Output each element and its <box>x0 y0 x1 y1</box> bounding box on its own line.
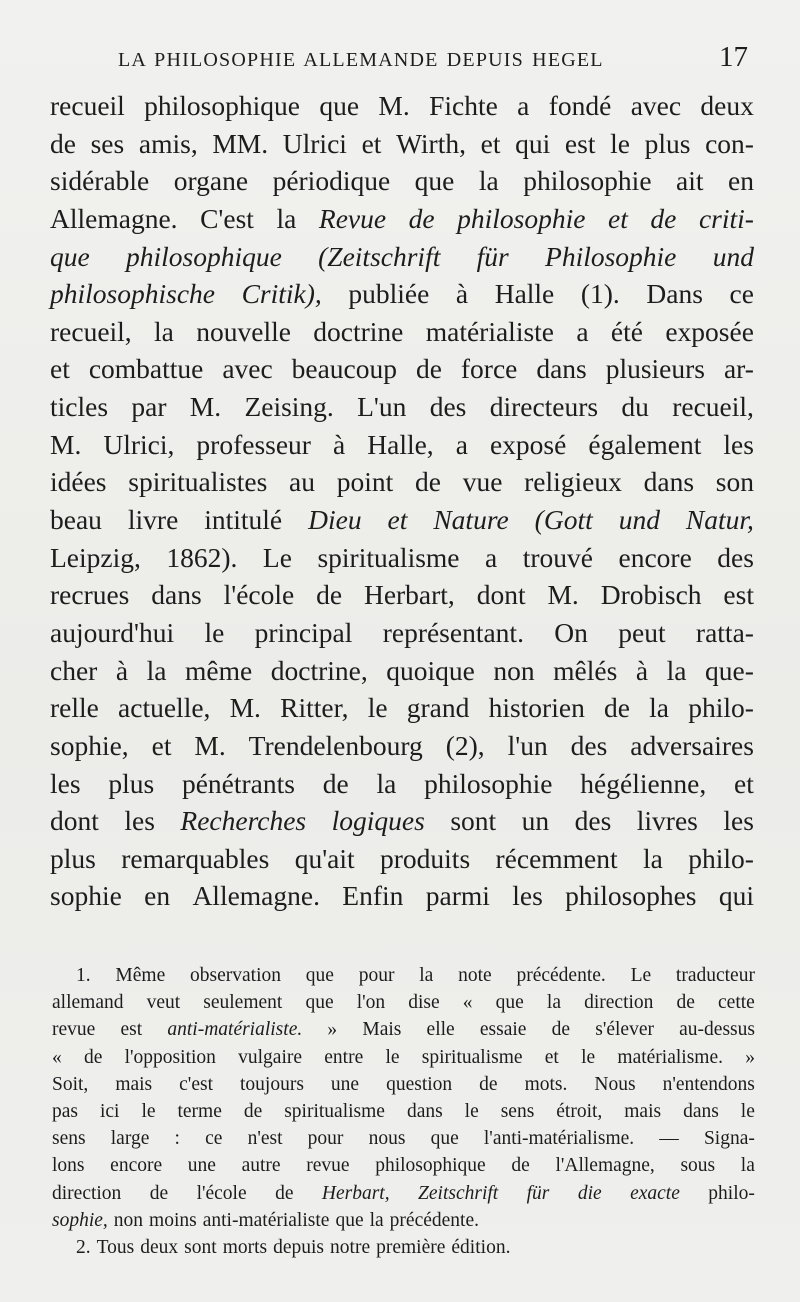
footnote-line: 1. Même observation que pour la note précédente. Le traducteur <box>76 965 755 986</box>
footnote-line: direction de l'école de Herbart, Zeitschrift für die exacte philo- <box>52 1182 755 1204</box>
footnote-line: 2. Tous deux sont morts depuis notre première édition. <box>76 1236 511 1258</box>
body-line: que philosophique (Zeitschrift für Philosophie und <box>50 240 754 272</box>
body-line: sidérable organe périodique que la philosophie ait en <box>50 165 754 197</box>
body-line: philosophische Critik), publiée à Halle (1). Dans ce <box>50 278 754 310</box>
footnote-line: Soit, mais c'est toujours une question de mots. Nous n'entendons <box>52 1073 755 1095</box>
body-line: sophie, et M. Trendelenbourg (2), l'un des adversaires <box>50 729 754 761</box>
body-line: ticles par M. Zeising. L'un des directeurs du recueil, <box>50 391 754 423</box>
footnote-line: sophie, non moins anti-matérialiste que la précédente. <box>52 1209 479 1231</box>
footnote-line: lons encore une autre revue philosophique de l'Allemagne, sous la <box>52 1155 755 1177</box>
footnote-line: allemand veut seulement que l'on dise « que la direction de cette <box>52 992 755 1014</box>
body-line: recrues dans l'école de Herbart, dont M. Drobisch est <box>50 579 754 611</box>
body-text <box>50 87 754 915</box>
body-line: les plus pénétrants de la philosophie hégélienne, et <box>50 767 754 799</box>
body-line: cher à la même doctrine, quoique non mêlés à la que- <box>50 654 754 686</box>
body-line: beau livre intitulé Dieu et Nature (Gott und Natur, <box>50 504 754 536</box>
body-line: Leipzig, 1862). Le spiritualisme a trouvé encore des <box>50 541 754 573</box>
body-line: sophie en Allemagne. Enfin parmi les philosophes qui <box>50 880 754 912</box>
body-line: de ses amis, MM. Ulrici et Wirth, et qui est le plus con- <box>50 127 754 159</box>
running-head-title: LA PHILOSOPHIE ALLEMANDE DEPUIS HEGEL <box>118 49 604 71</box>
body-line: et combattue avec beaucoup de force dans plusieurs ar- <box>50 353 754 385</box>
footnote-line: sens large : ce n'est pour nous que l'anti-matérialisme. — Signa- <box>52 1128 755 1150</box>
footnote-line: pas ici le terme de spiritualisme dans le sens étroit, mais dans le <box>52 1100 755 1122</box>
body-line: plus remarquables qu'ait produits récemment la philo- <box>50 842 754 874</box>
body-line: dont les Recherches logiques sont un des livres les <box>50 805 754 837</box>
footnotes <box>52 962 755 1261</box>
body-line: recueil philosophique que M. Fichte a fondé avec deux <box>50 90 754 121</box>
running-head <box>118 41 768 81</box>
body-line: relle actuelle, M. Ritter, le grand historien de la philo- <box>50 692 754 724</box>
body-line: M. Ulrici, professeur à Halle, a exposé également les <box>50 428 754 460</box>
footnote-line: revue est anti-matérialiste. » Mais elle essaie de s'élever au-dessus <box>52 1019 755 1041</box>
footnote-line: « de l'opposition vulgaire entre le spiritualisme et le matérialisme. » <box>52 1046 755 1068</box>
page-number: 17 <box>719 41 748 73</box>
body-line: aujourd'hui le principal représentant. On peut ratta- <box>50 616 754 648</box>
body-line: recueil, la nouvelle doctrine matérialiste a été exposée <box>50 315 754 347</box>
body-line: idées spiritualistes au point de vue religieux dans son <box>50 466 754 498</box>
body-line: Allemagne. C'est la Revue de philosophie et de criti- <box>50 202 754 234</box>
